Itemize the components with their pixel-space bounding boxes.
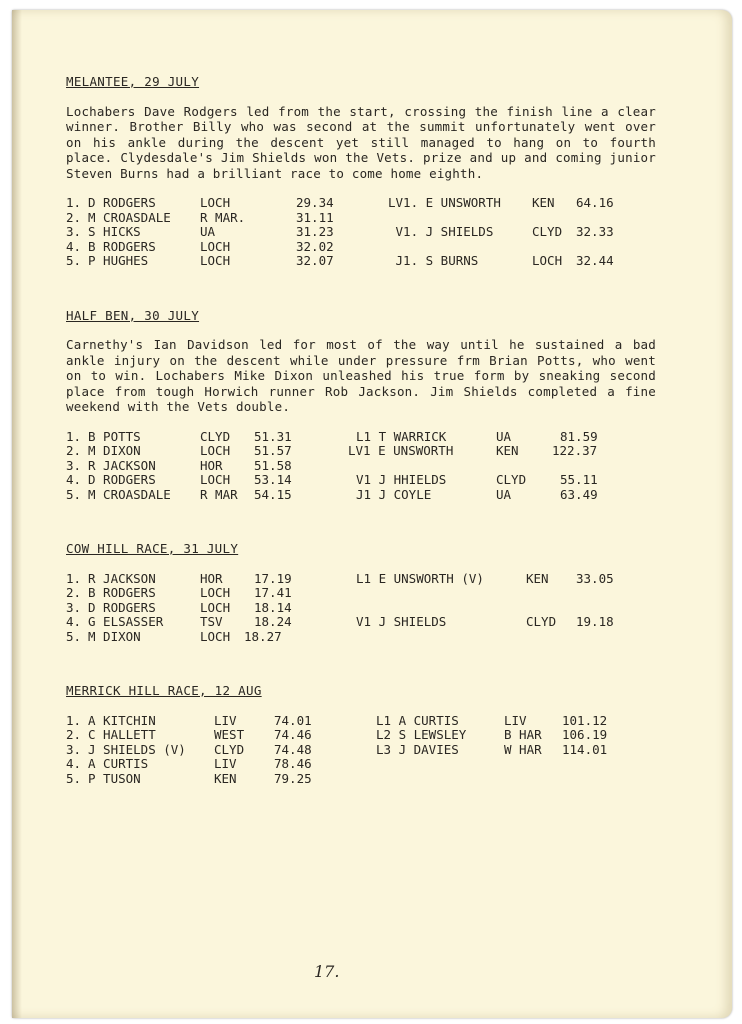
time: 53.14 <box>254 472 292 487</box>
category-club: UA <box>496 428 512 444</box>
runner-name: M DIXON <box>88 628 141 644</box>
club: LOCH <box>200 585 231 600</box>
result-row <box>66 713 706 728</box>
race-report: Lochabers Dave Rodgers led from the start, crossing the finish line a clear winner. Brother Billy who was second at the summit unfortunately went over on his ankle during the descent yet still managed to hang on to fourth place. Clydesdale's Jim Shields won the Vets. prize and up and coming junior Steven Burns had a brilliant race to come home eighth. <box>66 103 656 181</box>
runner-name: C HALLETT <box>88 727 156 742</box>
place: 2. <box>66 585 82 600</box>
category-time: 32.33 <box>576 224 614 239</box>
club: LOCH <box>200 253 231 268</box>
category-club: W HAR <box>504 741 542 757</box>
page-spine-shadow <box>12 10 22 1018</box>
time: 51.31 <box>254 428 292 444</box>
result-row <box>66 600 706 615</box>
category-time: 101.12 <box>562 712 608 728</box>
club: LIV <box>214 756 237 771</box>
club: LOCH <box>200 238 231 254</box>
time: 51.57 <box>254 443 292 458</box>
place: 3. <box>66 224 82 239</box>
club: LOCH <box>200 599 231 615</box>
time: 74.48 <box>274 741 312 757</box>
results-table <box>66 195 706 268</box>
category-winner: V1 J HHIELDS <box>356 472 447 487</box>
time: 74.01 <box>274 712 312 728</box>
category-club: LIV <box>504 712 527 728</box>
page-content <box>66 74 706 825</box>
race-section-cow-hill <box>66 541 706 643</box>
place: 5. <box>66 253 82 268</box>
runner-name: S HICKS <box>88 224 141 239</box>
result-row <box>66 727 706 742</box>
place: 4. <box>66 472 82 487</box>
category-time: 63.49 <box>560 486 598 502</box>
runner-name: R JACKSON <box>88 457 156 473</box>
category-winner: L2 S LEWSLEY <box>376 727 467 742</box>
category-club: KEN <box>526 570 549 586</box>
race-heading: MELANTEE, 29 JULY <box>66 74 200 89</box>
race-section-merrick-hill <box>66 683 706 785</box>
category-club: CLYD <box>496 472 527 487</box>
place: 5. <box>66 770 82 786</box>
result-row <box>66 195 706 210</box>
club: HOR <box>200 570 223 586</box>
time: 79.25 <box>274 770 312 786</box>
result-row <box>66 472 706 487</box>
result-row <box>66 756 706 771</box>
category-winner: L1 E UNSWORTH (V) <box>356 570 484 586</box>
race-section-melantee <box>66 74 706 268</box>
race-heading: HALF BEN, 30 JULY <box>66 307 200 323</box>
category-winner: LV1. E UNSWORTH <box>388 195 501 210</box>
place: 2. <box>66 209 82 225</box>
club: UA <box>200 224 216 239</box>
result-row <box>66 771 706 786</box>
booklet-page <box>12 10 732 1018</box>
place: 1. <box>66 195 82 210</box>
place: 5. <box>66 486 82 502</box>
result-row <box>66 458 706 473</box>
category-time: 55.11 <box>560 472 598 487</box>
result-row <box>66 571 706 586</box>
category-winner: V1 J SHIELDS <box>356 614 447 629</box>
place: 3. <box>66 741 82 757</box>
time: 51.58 <box>254 457 292 473</box>
runner-name: D RODGERS <box>88 195 156 210</box>
results-table <box>66 571 706 644</box>
race-heading: COW HILL RACE, 31 JULY <box>66 541 239 556</box>
runner-name: A KITCHIN <box>88 712 156 728</box>
time: 18.14 <box>254 599 292 615</box>
place: 4. <box>66 756 82 771</box>
category-club: KEN <box>496 443 519 458</box>
result-row <box>66 585 706 600</box>
runner-name: B POTTS <box>88 428 141 444</box>
time: 74.46 <box>274 727 312 742</box>
result-row <box>66 224 706 239</box>
place: 2. <box>66 727 82 742</box>
runner-name: J SHIELDS (V) <box>88 741 186 757</box>
place: 4. <box>66 614 82 629</box>
category-club: UA <box>496 486 512 502</box>
club: CLYD <box>200 428 231 444</box>
page-number: 17. <box>314 962 340 981</box>
club: R MAR <box>200 486 238 502</box>
time: 78.46 <box>274 756 312 771</box>
runner-name: P HUGHES <box>88 253 149 268</box>
club: HOR <box>200 457 223 473</box>
place: 2. <box>66 443 82 458</box>
race-report: Carnethy's Ian Davidson led for most of the way until he sustained a bad ankle injury on the descent while under pressure frm Brian Potts, who went on to win. Lochabers Mike Dixon unleashed his true form by sneaking second place from tough Horwich runner Rob Jackson. Jim Shields completed a fine weekend with the Vets double. <box>66 337 656 414</box>
place: 5. <box>66 628 82 644</box>
club: LOCH <box>200 195 231 210</box>
result-row <box>66 210 706 225</box>
result-row <box>66 253 706 268</box>
category-club: CLYD <box>526 614 557 629</box>
category-time: 106.19 <box>562 727 608 742</box>
place: 1. <box>66 712 82 728</box>
category-club: B HAR <box>504 727 542 742</box>
club: TSV <box>200 614 223 629</box>
result-row <box>66 629 706 644</box>
runner-name: D RODGERS <box>88 599 156 615</box>
category-winner: L3 J DAVIES <box>376 741 459 757</box>
category-time: 114.01 <box>562 741 608 757</box>
runner-name: M DIXON <box>88 443 141 458</box>
time: 29.34 <box>296 195 334 210</box>
club: KEN <box>214 770 237 786</box>
runner-name: G ELSASSER <box>88 614 164 629</box>
category-winner: L1 A CURTIS <box>376 712 459 728</box>
runner-name: B RODGERS <box>88 238 156 254</box>
place: 1. <box>66 428 82 444</box>
place: 3. <box>66 457 82 473</box>
category-winner: L1 T WARRICK <box>356 428 447 444</box>
category-winner: J1 J COYLE <box>356 486 432 502</box>
result-row <box>66 742 706 757</box>
time: 17.41 <box>254 585 292 600</box>
time: 31.23 <box>296 224 334 239</box>
place: 4. <box>66 238 82 254</box>
category-club: LOCH <box>532 253 563 268</box>
category-winner: J1. S BURNS <box>388 253 479 268</box>
race-section-half-ben <box>66 308 706 502</box>
category-club: KEN <box>532 195 555 210</box>
result-row <box>66 487 706 502</box>
result-row <box>66 443 706 458</box>
time: 32.07 <box>296 253 334 268</box>
time: 18.24 <box>254 614 292 629</box>
results-table <box>66 429 706 502</box>
category-time: 19.18 <box>576 614 614 629</box>
place: 3. <box>66 599 82 615</box>
runner-name: P TUSON <box>88 770 141 786</box>
place: 1. <box>66 570 82 586</box>
club: WEST <box>214 727 245 742</box>
category-time: 32.44 <box>576 253 614 268</box>
club: LOCH <box>200 628 231 644</box>
time: 31.11 <box>296 209 334 225</box>
result-row <box>66 429 706 444</box>
runner-name: R JACKSON <box>88 570 156 586</box>
club: CLYD <box>214 741 245 757</box>
runner-name: A CURTIS <box>88 756 149 771</box>
time: 18.27 <box>244 628 282 644</box>
runner-name: D RODGERS <box>88 472 156 487</box>
club: LIV <box>214 712 237 728</box>
race-heading: MERRICK HILL RACE, 12 AUG <box>66 683 262 698</box>
category-time: 64.16 <box>576 195 614 210</box>
category-time: 33.05 <box>576 570 614 586</box>
runner-name: M CROASDALE <box>88 209 171 225</box>
runner-name: M CROASDALE <box>88 486 171 502</box>
club: R MAR. <box>200 209 246 225</box>
club: LOCH <box>200 443 231 458</box>
category-club: CLYD <box>532 224 563 239</box>
results-table <box>66 713 706 786</box>
result-row <box>66 614 706 629</box>
category-time: 122.37 <box>552 443 598 458</box>
category-time: 81.59 <box>560 428 598 444</box>
club: LOCH <box>200 472 231 487</box>
time: 32.02 <box>296 238 334 254</box>
time: 54.15 <box>254 486 292 502</box>
runner-name: B RODGERS <box>88 585 156 600</box>
time: 17.19 <box>254 570 292 586</box>
category-winner: V1. J SHIELDS <box>388 224 494 239</box>
category-winner: LV1 E UNSWORTH <box>348 443 454 458</box>
result-row <box>66 239 706 254</box>
